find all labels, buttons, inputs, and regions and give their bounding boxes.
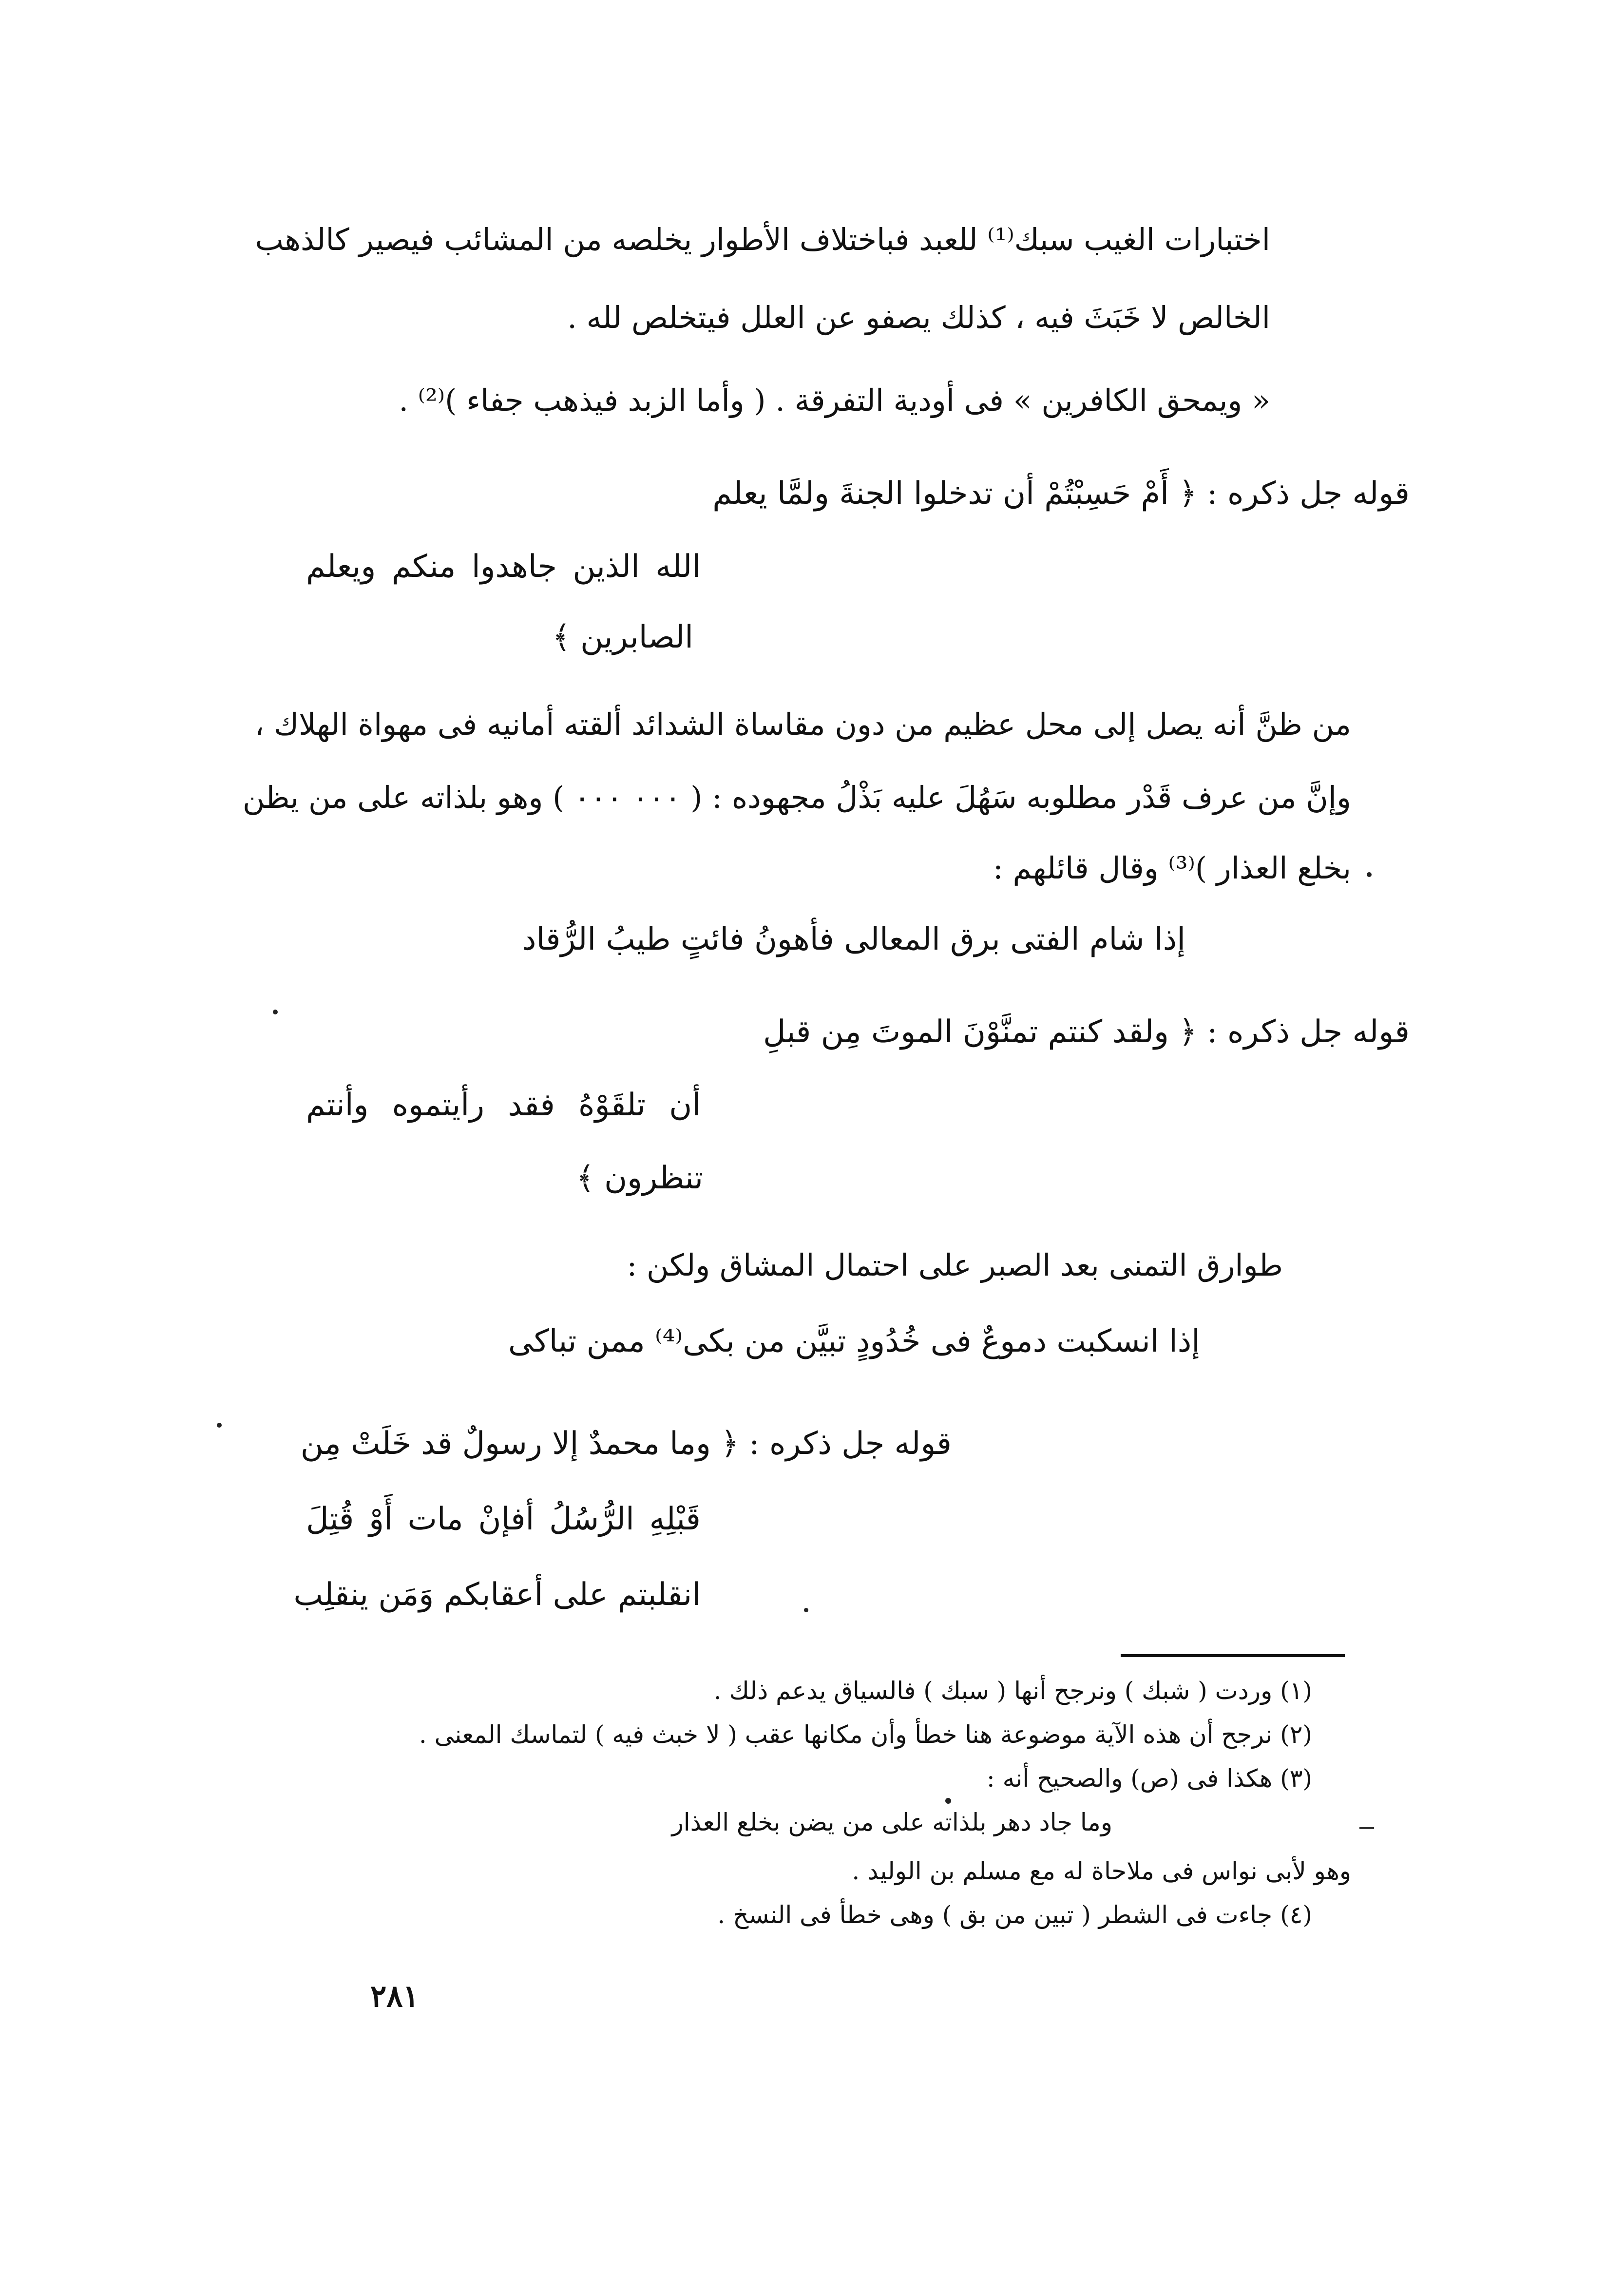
paragraph-line: الخالص لا خَبَثَ فيه ، كذلك يصفو عن العلل فيتخلص لله . [567,300,1270,335]
footnote: وهو لأبى نواس فى ملاحاة له مع مسلم بن الوليد . [852,1857,1351,1885]
scan-speck [1367,872,1372,877]
poetry-verse: إذا انسكبت دموعٌ فى خُدُودٍ تبيَّن من بكى⁽⁴⁾ ممن تباكى [508,1323,1200,1359]
footnote: (٤) جاءت فى الشطر ( تبين من بق ) وهى خطأ فى النسخ . [717,1901,1312,1929]
paragraph-line: بخلع العذار )⁽³⁾ وقال قائلهم : [993,850,1351,886]
quran-quote-line: أن تلقَوْهُ فقد رأيتموه وأنتم [306,1087,701,1123]
page-number: ٢٨١ [370,1978,419,2014]
footnote-verse: وما جاد دهر بلذاته على من يضن بخلع العذار [671,1808,1112,1836]
quran-quote-line: الله الذين جاهدوا منكم ويعلم [306,549,701,585]
paragraph-line: طوارق التمنى بعد الصبر على احتمال المشاق ولكن : [627,1247,1283,1283]
poetry-verse: إذا شام الفتى برق المعالى فأهونُ فائتٍ طيبُ الرُّقاد [522,921,1185,957]
quran-quote-line: قوله جل ذكره : ﴿ ولقد كنتم تمنَّوْنَ الموتَ مِن قبلِ [763,1014,1410,1050]
footnote: (٢) نرجح أن هذه الآية موضوعة هنا خطأ وأن مكانها عقب ( لا خبث فيه ) لتماسك المعنى . [419,1720,1312,1749]
paragraph-line: « ويمحق الكافرين » فى أودية التفرقة . ( وأما الزبد فيذهب جفاء )⁽²⁾ . [399,382,1270,418]
footnote: (٣) هكذا فى (ص) والصحيح أنه : [986,1764,1312,1793]
scan-speck [1359,1827,1374,1829]
paragraph-line: من ظنَّ أنه يصل إلى محل عظيم من دون مقاساة الشدائد ألقته أمانيه فى مهواة الهلاك ، [254,706,1351,742]
footnote-separator [1121,1654,1345,1657]
quran-quote-line: الصابرين ﴾ [552,619,693,655]
scan-speck [217,1423,222,1428]
quran-quote-line: قوله جل ذكره : ﴿ أَمْ حَسِبْتُمْ أن تدخلوا الجنةَ ولمَّا يعلم [712,476,1410,512]
scan-speck [804,1608,808,1612]
scan-speck [273,1010,278,1014]
paragraph-line: وإنَّ من عرف قَدْر مطلوبه سَهُلَ عليه بَذْلُ مجهوده : ( ٠٠٠ ٠٠٠ ) وهو بلذاته على من يظن [242,780,1351,815]
quran-quote-line: تنظرون ﴾ [576,1160,703,1196]
quran-quote-line: انقلبتم على أعقابكم وَمَن ينقلِب [293,1577,701,1613]
quran-quote-line: قَبْلِهِ الرُّسُلُ أفإنْ مات أَوْ قُتِلَ [306,1501,701,1537]
footnote: (١) وردت ( شبك ) ونرجح أنها ( سبك ) فالسياق يدعم ذلك . [713,1677,1312,1705]
paragraph-line: اختبارات الغيب سبك⁽¹⁾ للعبد فباختلاف الأطوار يخلصه من المشائب فيصير كالذهب [255,222,1270,257]
scan-speck [945,1798,951,1804]
quran-quote-line: قوله جل ذكره : ﴿ وما محمدٌ إلا رسولٌ قد خَلَتْ مِن [300,1426,952,1462]
